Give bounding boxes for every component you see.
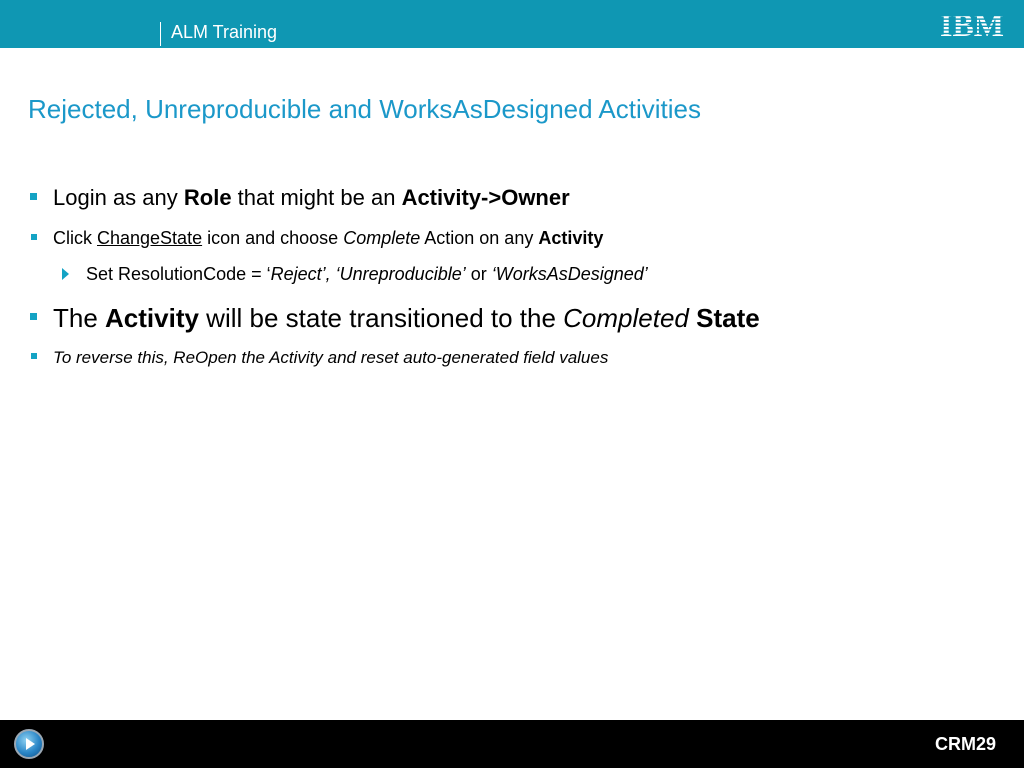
bullet-text: Click bbox=[53, 228, 97, 248]
resolution-values: Reject’, ‘Unreproducible’ bbox=[270, 264, 466, 284]
slide-title: Rejected, Unreproducible and WorksAsDesigned Activities bbox=[28, 94, 701, 124]
bullet-marker bbox=[31, 353, 37, 359]
slide-number: CRM29 bbox=[934, 734, 996, 754]
bullet-text: will be state transitioned to the bbox=[198, 303, 564, 333]
changestate-link[interactable]: ChangeState bbox=[97, 228, 203, 248]
header-title: ALM Training bbox=[171, 22, 278, 42]
bullet-marker bbox=[31, 234, 37, 240]
bullet-text: that might be an bbox=[231, 185, 402, 210]
bullet-marker bbox=[30, 313, 37, 320]
bullet-text: Login as any bbox=[53, 185, 184, 210]
sub-bullet-arrow-icon bbox=[62, 268, 69, 280]
worksasdesigned-value: ‘WorksAsDesigned’ bbox=[491, 264, 648, 284]
header-divider bbox=[160, 22, 161, 46]
footer-bar bbox=[0, 720, 1024, 768]
ibm-logo bbox=[936, 9, 1008, 39]
role-term: Role bbox=[183, 185, 232, 210]
activity-term: Activity bbox=[105, 303, 199, 333]
play-button[interactable] bbox=[14, 729, 44, 759]
bullet-state-transition bbox=[53, 302, 760, 334]
complete-term: Complete bbox=[343, 228, 421, 248]
bullet-reverse-note: To reverse this, ReOpen the Activity and reset auto-generated field values bbox=[53, 348, 609, 367]
play-icon bbox=[26, 738, 35, 750]
bullet-text: Set ResolutionCode = ‘ bbox=[86, 264, 271, 284]
bullet-text: or bbox=[465, 264, 492, 284]
completed-term: Completed bbox=[563, 303, 689, 333]
bullet-text: Action on any bbox=[420, 228, 539, 248]
bullet-text: icon and choose bbox=[202, 228, 344, 248]
activity-term: Activity bbox=[538, 228, 604, 248]
sub-bullet-resolution-code bbox=[86, 263, 648, 285]
bullet-click-changestate bbox=[53, 227, 603, 249]
ibm-logo-text: IBM bbox=[940, 9, 1004, 39]
activity-owner-term: Activity->Owner bbox=[401, 185, 570, 210]
bullet-text: The bbox=[53, 303, 106, 333]
state-term: State bbox=[688, 303, 760, 333]
header-bar bbox=[0, 0, 1024, 48]
bullet-login bbox=[53, 185, 570, 211]
bullet-marker bbox=[30, 193, 37, 200]
